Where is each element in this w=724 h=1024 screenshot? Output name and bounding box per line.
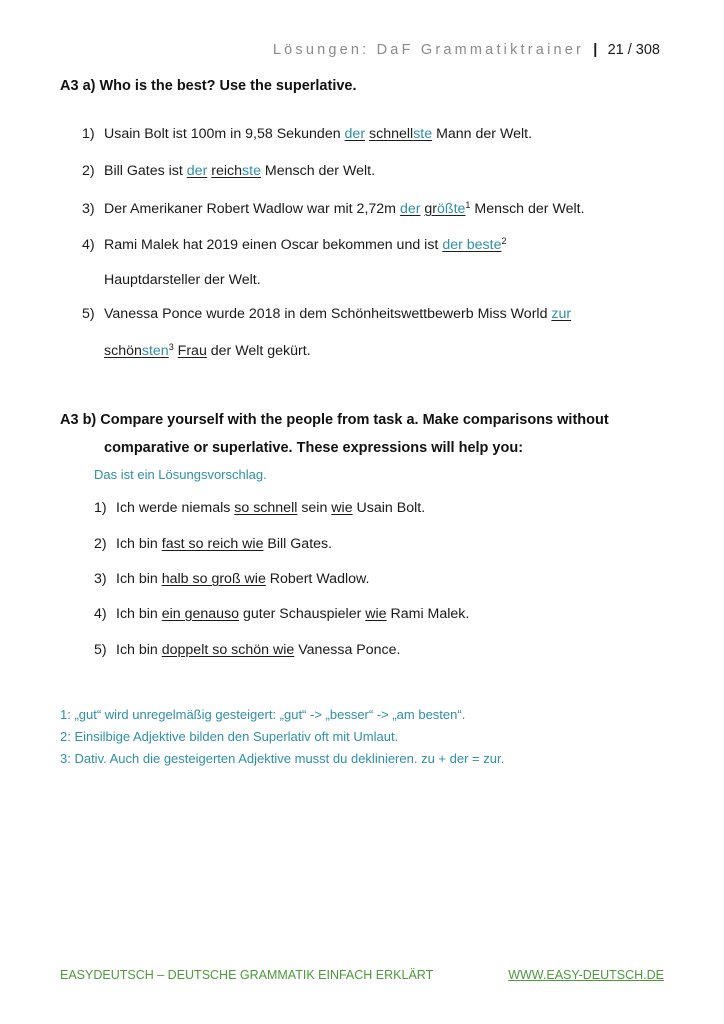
a3a-item-1: 1) Usain Bolt ist 100m in 9,58 Sekunden der schnellste Mann der Welt. bbox=[82, 126, 533, 142]
a3b-heading-line1: A3 b) Compare yourself with the people from task a. Make comparisons without bbox=[60, 412, 609, 428]
header-separator: | bbox=[593, 42, 598, 58]
solution-hint: Das ist ein Lösungsvorschlag. bbox=[94, 467, 267, 482]
a3a-item-5-continued: schönsten$^3$ Frau der Welt gekürt. bbox=[104, 342, 311, 359]
a3b-heading-line2: comparative or superlative. These expressions will help you: bbox=[104, 440, 524, 456]
a3a-item-2: 2) Bill Gates ist der reichste Mensch der Welt. bbox=[82, 163, 376, 179]
footnote-2: 2: Einsilbige Adjektive bilden den Superlativ oft mit Umlaut. bbox=[60, 729, 399, 744]
a3a-item-4-continued: Hauptdarsteller der Welt. bbox=[104, 272, 261, 288]
footnote-1: 1: „gut“ wird unregelmäßig gesteigert: „gut“ -> „besser“ -> „am besten“. bbox=[60, 707, 466, 722]
a3b-item-3: 3) Ich bin halb so groß wie Robert Wadlow. bbox=[94, 571, 370, 587]
page-header bbox=[273, 42, 660, 58]
footer-link[interactable]: WWW.EASY-DEUTSCH.DE bbox=[508, 968, 664, 982]
footnote-3: 3: Dativ. Auch die gesteigerten Adjektive musst du deklinieren. zu + der = zur. bbox=[60, 751, 505, 766]
a3b-item-1: 1) Ich werde niemals so schnell sein wie Usain Bolt. bbox=[94, 500, 426, 516]
page-number: 21 / 308 bbox=[607, 42, 660, 58]
a3a-item-5: 5) Vanessa Ponce wurde 2018 in dem Schönheitswettbewerb Miss World zur bbox=[82, 306, 572, 322]
footer-brand: EASYDEUTSCH – DEUTSCHE GRAMMATIK EINFACH ERKLÄRT bbox=[60, 968, 434, 982]
a3a-item-3: 3) Der Amerikaner Robert Wadlow war mit 2,72m der größte$^1$ Mensch der Welt. bbox=[82, 200, 585, 217]
a3a-heading: A3 a) Who is the best? Use the superlative. bbox=[60, 78, 357, 94]
a3b-item-5: 5) Ich bin doppelt so schön wie Vanessa Ponce. bbox=[94, 642, 401, 658]
a3a-item-4: 4) Rami Malek hat 2019 einen Oscar bekommen und ist der beste$^2$ bbox=[82, 236, 507, 253]
a3b-item-4: 4) Ich bin ein genauso guter Schauspieler wie Rami Malek. bbox=[94, 606, 470, 622]
header-title: Lösungen: DaF Grammatiktrainer bbox=[272, 42, 585, 58]
a3b-item-2: 2) Ich bin fast so reich wie Bill Gates. bbox=[94, 536, 333, 552]
